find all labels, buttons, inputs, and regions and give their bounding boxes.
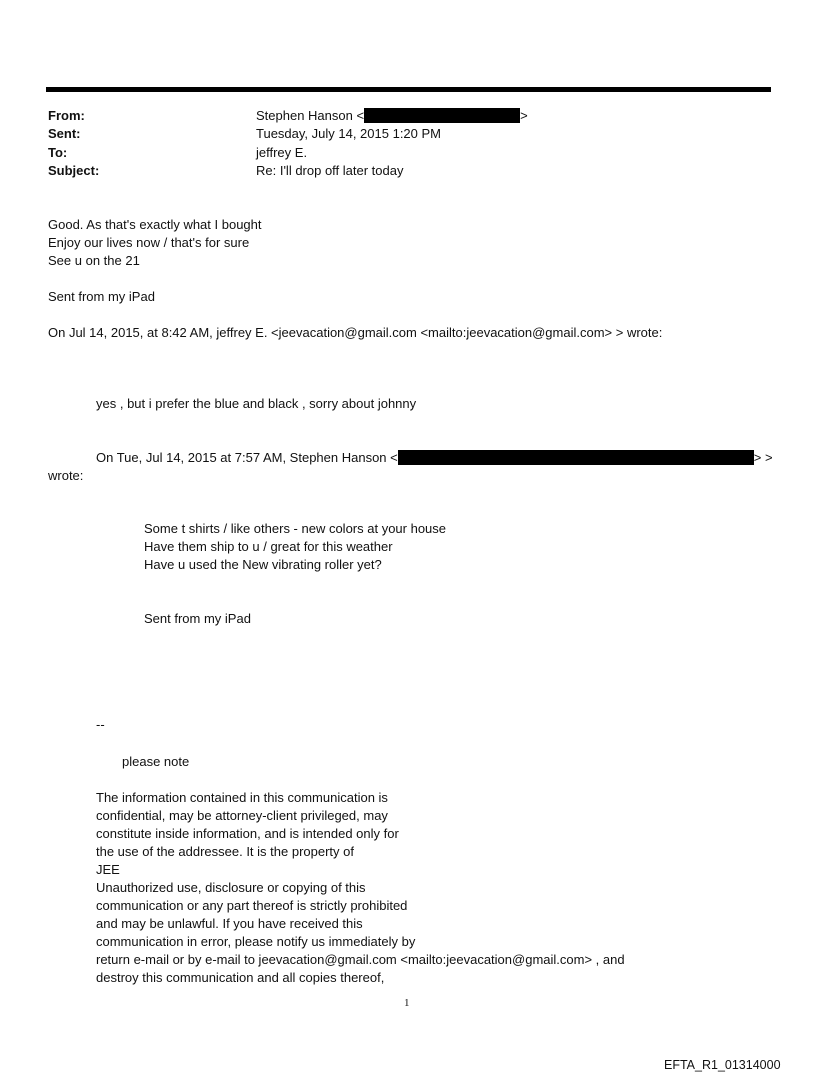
reply2-line: Have them ship to u / great for this weather <box>144 539 393 554</box>
reply1-quote-intro-start: On Tue, Jul 14, 2015 at 7:57 AM, Stephen Hanson < <box>96 450 398 465</box>
top-rule <box>46 87 771 92</box>
message-body <box>48 216 262 270</box>
from-label: From: <box>48 108 85 123</box>
disclaimer-line: communication or any part thereof is strictly prohibited <box>96 898 408 913</box>
body-line: Good. As that's exactly what I bought <box>48 217 262 232</box>
document-id: EFTA_R1_01314000 <box>664 1058 781 1072</box>
disclaimer-line: and may be unlawful. If you have received this <box>96 916 363 931</box>
body-line: Enjoy our lives now / that's for sure <box>48 235 250 250</box>
signature-separator: -- <box>96 717 105 732</box>
to-label: To: <box>48 145 68 160</box>
disclaimer-line: JEE <box>96 862 120 877</box>
disclaimer-line: destroy this communication and all copies thereof, <box>96 970 385 985</box>
redaction-bar <box>364 108 520 123</box>
quote-intro: On Jul 14, 2015, at 8:42 AM, jeffrey E. <jeevacation@gmail.com <mailto:jeevacation@gmail.com> > wrote: <box>48 325 663 340</box>
disclaimer <box>96 789 625 987</box>
from-value <box>256 107 528 125</box>
body-signature: Sent from my iPad <box>48 289 155 304</box>
disclaimer-line: return e-mail or by e-mail to jeevacation@gmail.com <mailto:jeevacation@gmail.com> , and <box>96 952 625 967</box>
body-line: See u on the 21 <box>48 253 140 268</box>
note-heading: please note <box>122 754 190 769</box>
reply1-quote-intro-wrap: wrote: <box>48 468 84 483</box>
page-number: 1 <box>404 997 410 1009</box>
disclaimer-line: constitute inside information, and is intended only for <box>96 826 399 841</box>
disclaimer-line: the use of the addressee. It is the property of <box>96 844 354 859</box>
sent-value: Tuesday, July 14, 2015 1:20 PM <box>256 126 441 141</box>
subject-value: Re: I'll drop off later today <box>256 163 404 178</box>
reply2-line: Some t shirts / like others - new colors at your house <box>144 521 447 536</box>
sent-label: Sent: <box>48 126 81 141</box>
disclaimer-line: Unauthorized use, disclosure or copying of this <box>96 880 366 895</box>
redaction-bar <box>398 450 754 465</box>
disclaimer-line: confidential, may be attorney-client privileged, may <box>96 808 388 823</box>
to-value: jeffrey E. <box>256 145 308 160</box>
reply2-body <box>144 520 446 574</box>
subject-label: Subject: <box>48 163 100 178</box>
reply1-text: yes , but i prefer the blue and black , sorry about johnny <box>96 396 417 411</box>
reply2-line: Have u used the New vibrating roller yet? <box>144 557 382 572</box>
from-value-end: > <box>520 108 528 123</box>
from-sender: Stephen Hanson < <box>256 108 365 123</box>
reply1-quote-intro <box>96 449 773 467</box>
reply2-signature: Sent from my iPad <box>144 611 251 626</box>
reply1-quote-intro-end: > > <box>753 450 773 465</box>
disclaimer-line: The information contained in this communication is <box>96 790 388 805</box>
disclaimer-line: communication in error, please notify us immediately by <box>96 934 416 949</box>
